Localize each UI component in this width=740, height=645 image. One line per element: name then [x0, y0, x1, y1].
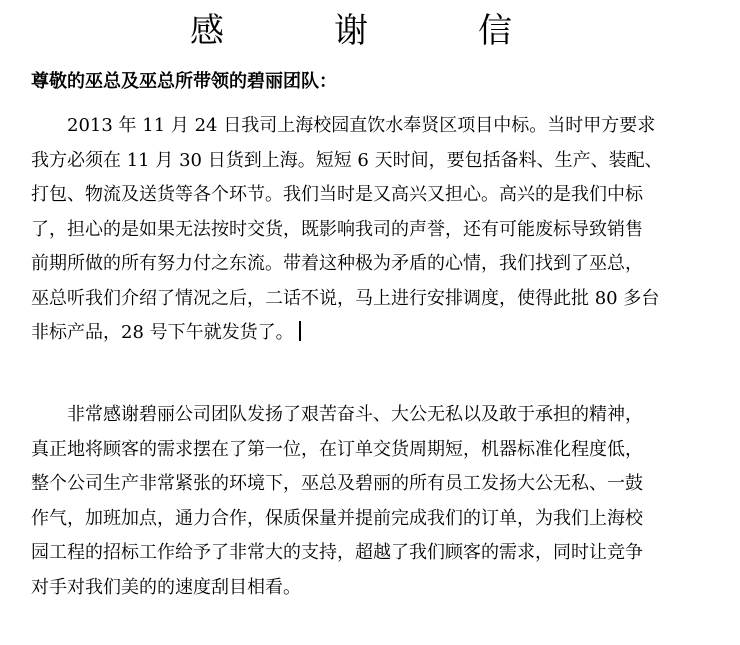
paragraph-line: 对手对我们美的的速度刮目相看。: [31, 576, 301, 598]
paragraph-1: [31, 109, 711, 351]
paragraph-line: 巫总听我们介绍了情况之后，二话不说，马上进行安排调度，使得此批 80 多台: [31, 287, 660, 309]
paragraph-line: 作气，加班加点，通力合作，保质保量并提前完成我们的订单，为我们上海校: [31, 507, 643, 529]
paragraph-line: 非常感谢碧丽公司团队发扬了艰苦奋斗、大公无私以及敢于承担的精神，: [31, 404, 643, 425]
paragraph-line: 非标产品，28 号下午就发货了。: [31, 316, 711, 351]
document-title: 感 谢 信: [190, 11, 550, 51]
paragraph-line: 我方必须在 11 月 30 日货到上海。短短 6 天时间，要包括备料、生产、装配、: [31, 149, 663, 171]
paragraph-line: 整个公司生产非常紧张的环境下，巫总及碧丽的所有员工发扬大公无私、一鼓: [31, 473, 643, 494]
paragraph-line: 2013 年 11 月 24 日我司上海校园直饮水奉贤区项目中标。当时甲方要求: [31, 115, 656, 136]
paragraph-2: [31, 398, 711, 605]
paragraph-line: 前期所做的所有努力付之东流。带着这种极为矛盾的心情，我们找到了巫总，: [31, 253, 643, 274]
salutation: 尊敬的巫总及巫总所带领的碧丽团队：: [31, 71, 337, 92]
paragraph-line: 园工程的招标工作给予了非常大的支持，超越了我们顾客的需求，同时让竞争: [31, 542, 643, 563]
paragraph-line: 打包、物流及送货等各个环节。我们当时是又高兴又担心。高兴的是我们中标: [31, 184, 643, 205]
paragraph-line: 真正地将顾客的需求摆在了第一位，在订单交货周期短，机器标准化程度低，: [31, 438, 643, 460]
paragraph-line: 了，担心的是如果无法按时交货，既影响我司的声誉，还有可能废标导致销售: [31, 218, 643, 240]
text-cursor: [299, 321, 301, 341]
